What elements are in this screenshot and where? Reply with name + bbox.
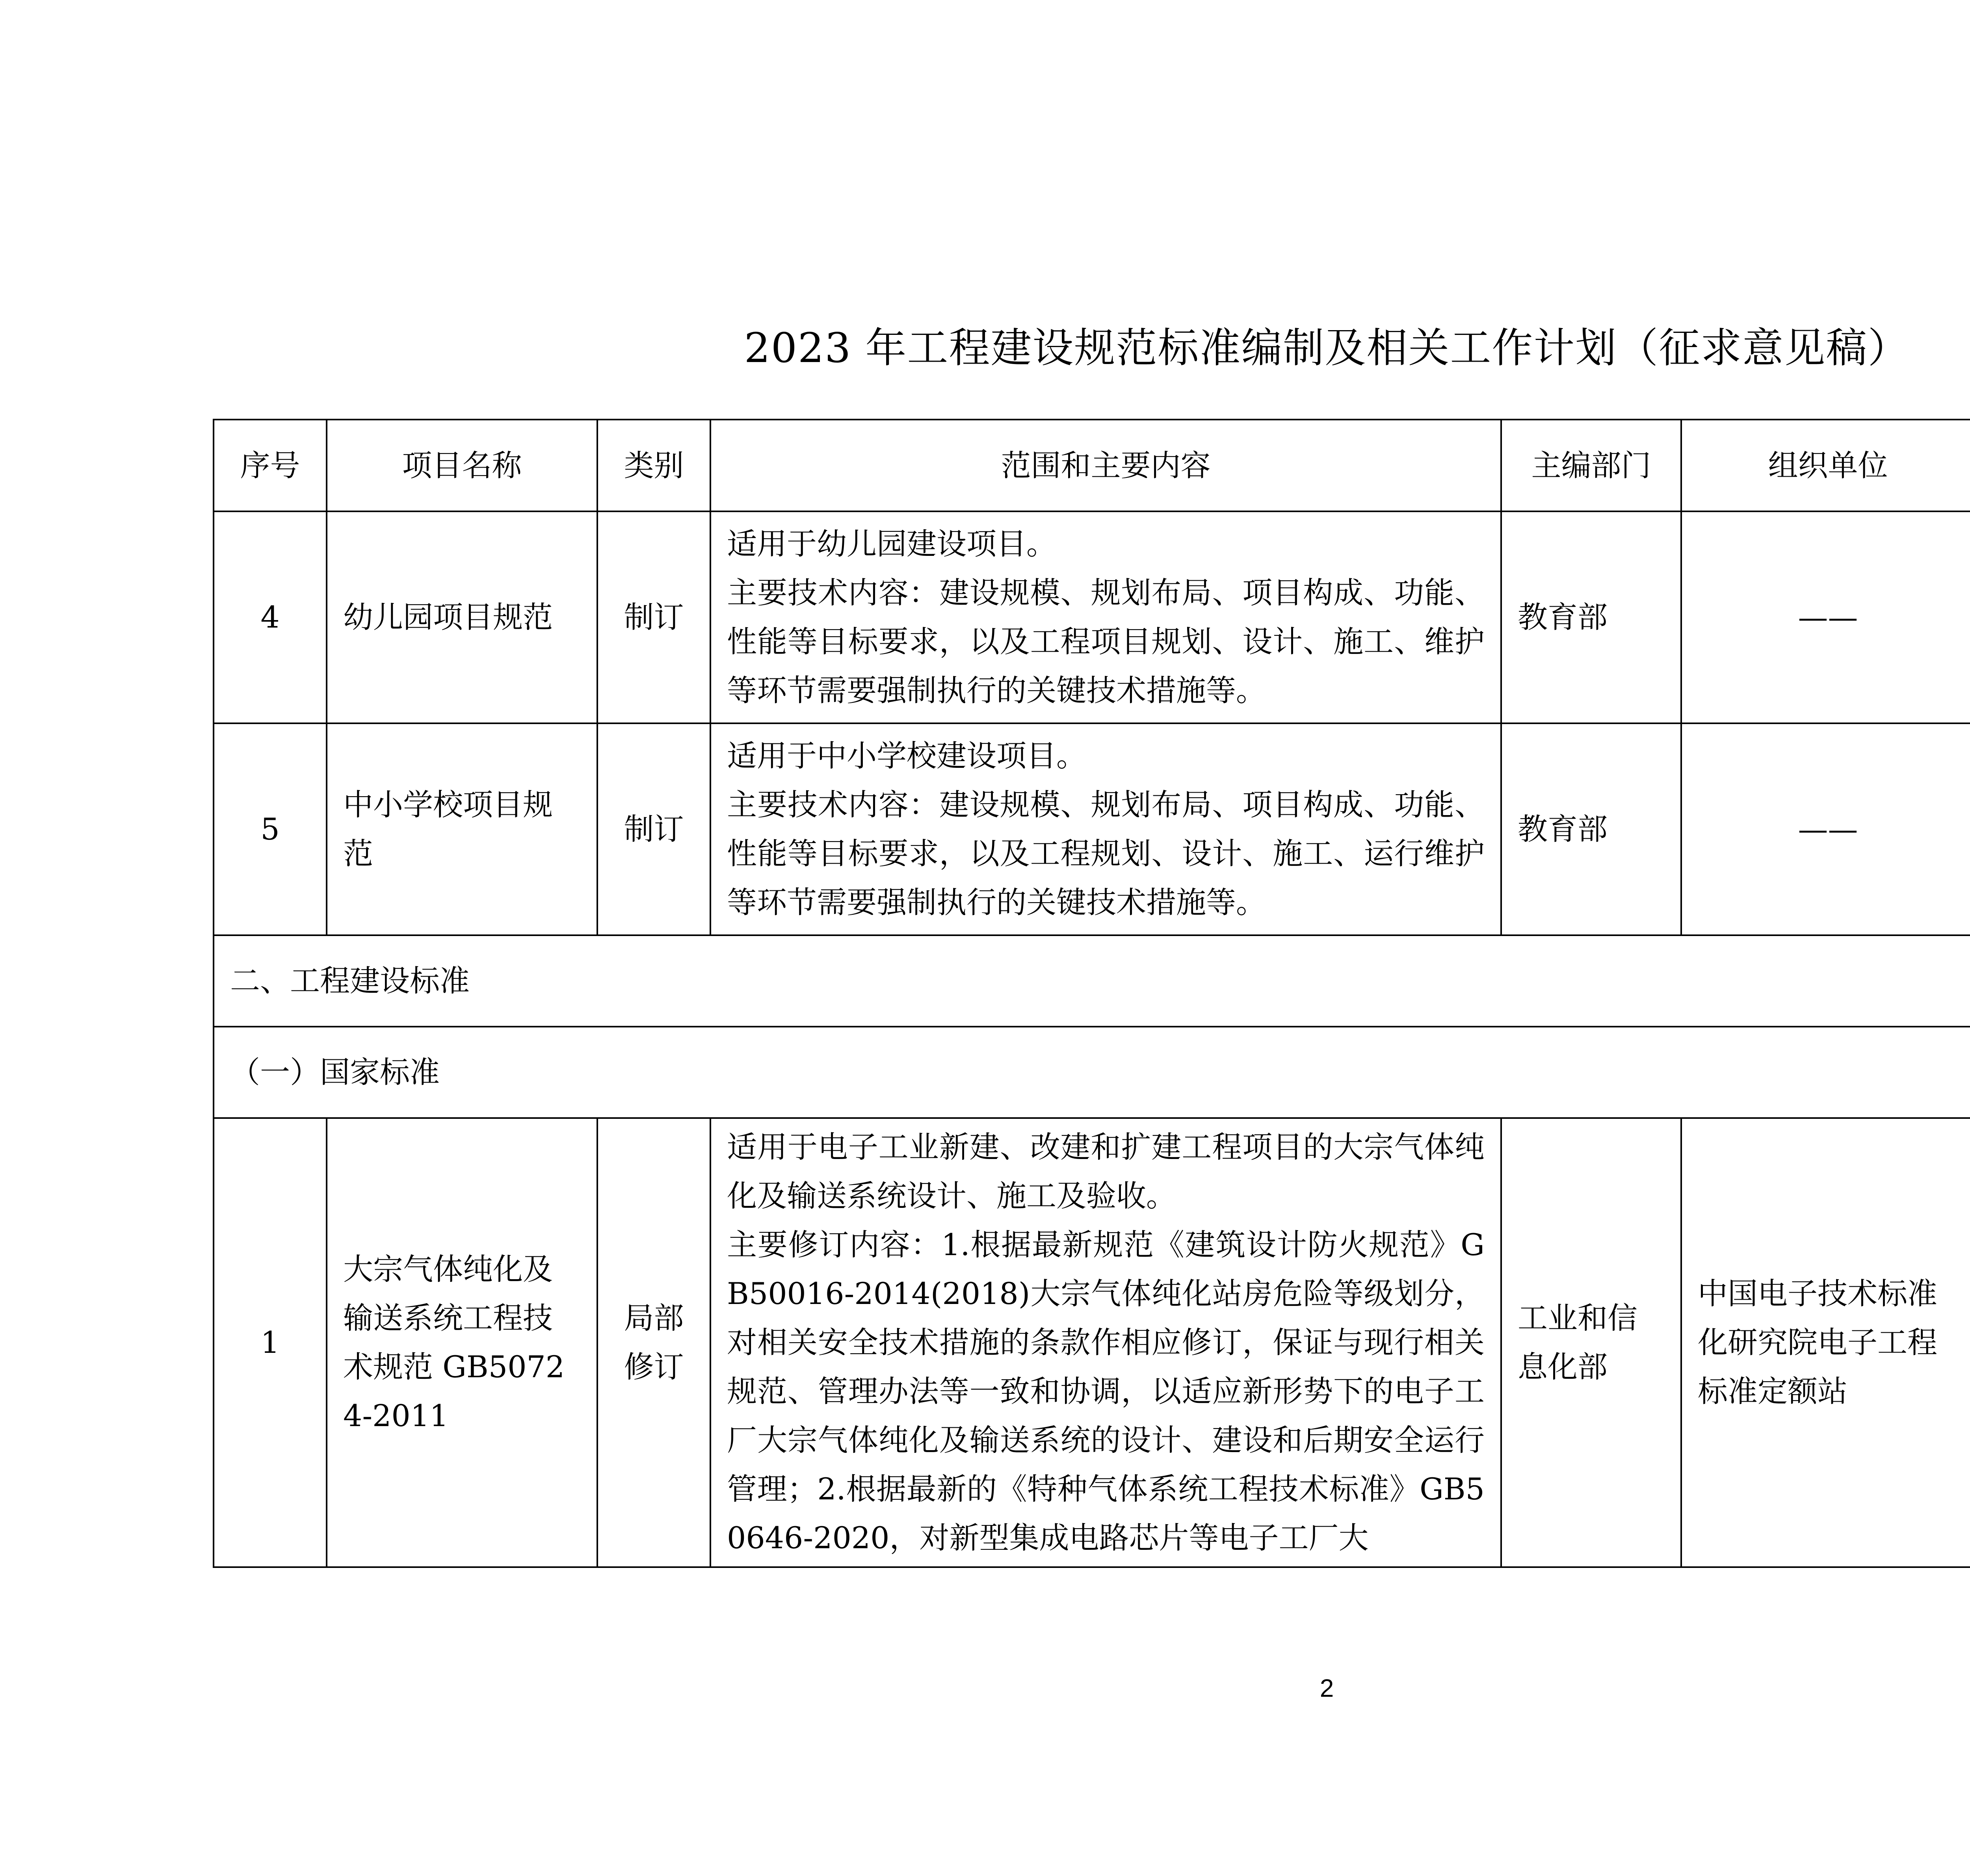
cell-org: —— bbox=[1681, 723, 1970, 935]
cell-category: 制订 bbox=[597, 723, 710, 935]
subsection-heading: （一）国家标准 bbox=[214, 1027, 1970, 1118]
cell-name: 幼儿园项目规范 bbox=[327, 511, 597, 723]
table-row bbox=[214, 1118, 1970, 1567]
cell-no: 5 bbox=[214, 723, 327, 935]
cell-category: 制订 bbox=[597, 511, 710, 723]
cell-no: 1 bbox=[214, 1118, 327, 1567]
content-scope: 适用于幼儿园建设项目。 bbox=[727, 526, 1056, 561]
cell-org: —— bbox=[1681, 511, 1970, 723]
content-main: 主要修订内容：1.根据最新规范《建筑设计防火规范》GB50016-2014(2018)大宗气体纯化站房危险等级划分，对相关安全技术措施的条款作相应修订，保证与现行相关规范、管理办法等一致和协调，以适应新形势下的电子工厂大宗气体纯化及输送系统的设计、建设和后期安全运行管理；2.根据最新的《特种气体系统工程技术标准》GB50646-2020，对新型集成电路芯片等电子工厂大 bbox=[727, 1227, 1485, 1555]
header-content: 范围和主要内容 bbox=[710, 420, 1501, 511]
content-main: 主要技术内容：建设规模、规划布局、项目构成、功能、性能等目标要求，以及工程规划、设计、施工、运行维护等环节需要强制执行的关键技术措施等。 bbox=[727, 787, 1485, 920]
header-category: 类别 bbox=[597, 420, 710, 511]
header-org: 组织单位 bbox=[1681, 420, 1970, 511]
content-scope: 适用于中小学校建设项目。 bbox=[727, 738, 1086, 773]
header-dept: 主编部门 bbox=[1501, 420, 1681, 511]
section-heading-row bbox=[214, 935, 1970, 1027]
cell-content bbox=[710, 1118, 1501, 1567]
cell-dept: 教育部 bbox=[1501, 511, 1681, 723]
table-row bbox=[214, 723, 1970, 935]
section-heading: 二、工程建设标准 bbox=[214, 935, 1970, 1027]
cell-dept: 教育部 bbox=[1501, 723, 1681, 935]
header-no: 序号 bbox=[214, 420, 327, 511]
cell-name: 大宗气体纯化及输送系统工程技术规范 GB50724-2011 bbox=[327, 1118, 597, 1567]
plan-table bbox=[213, 419, 1970, 1568]
cell-org: 中国电子技术标准化研究院电子工程标准定额站 bbox=[1681, 1118, 1970, 1567]
page-title: 2023 年工程建设规范标准编制及相关工作计划（征求意见稿） bbox=[744, 324, 1910, 372]
subsection-heading-row bbox=[214, 1027, 1970, 1118]
header-row bbox=[214, 420, 1970, 511]
table-row bbox=[214, 511, 1970, 723]
cell-no: 4 bbox=[214, 511, 327, 723]
content-scope: 适用于电子工业新建、改建和扩建工程项目的大宗气体纯化及输送系统设计、施工及验收。 bbox=[727, 1129, 1485, 1213]
cell-content bbox=[710, 723, 1501, 935]
content-main: 主要技术内容：建设规模、规划布局、项目构成、功能、性能等目标要求，以及工程项目规划、设计、施工、维护等环节需要强制执行的关键技术措施等。 bbox=[727, 575, 1485, 708]
header-name: 项目名称 bbox=[327, 420, 597, 511]
page-number: 2 bbox=[1320, 1674, 1334, 1702]
cell-dept: 工业和信息化部 bbox=[1501, 1118, 1681, 1567]
cell-content bbox=[710, 511, 1501, 723]
cell-category: 局部修订 bbox=[597, 1118, 710, 1567]
cell-name: 中小学校项目规范 bbox=[327, 723, 597, 935]
